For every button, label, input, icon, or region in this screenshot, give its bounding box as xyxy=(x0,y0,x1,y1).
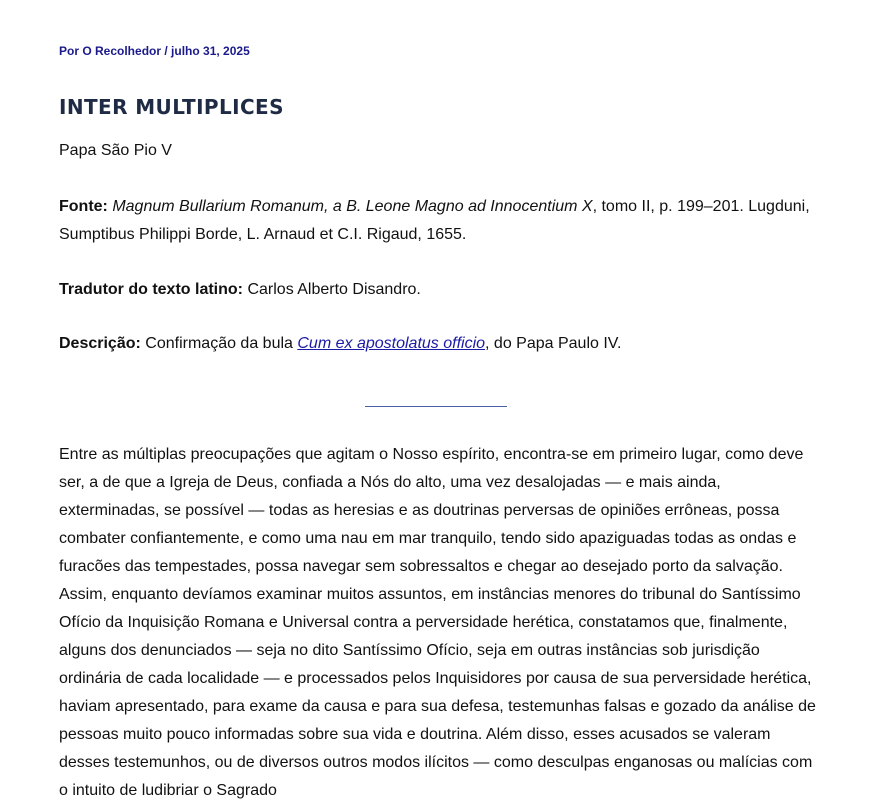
page-title: INTER MULTIPLICES xyxy=(59,95,284,119)
translator-label: Tradutor do texto latino: xyxy=(59,281,243,298)
description-paragraph xyxy=(59,330,819,358)
author-link[interactable]: Por O Recolhedor xyxy=(59,44,162,58)
description-label: Descrição: xyxy=(59,335,141,352)
date-link[interactable]: julho 31, 2025 xyxy=(171,44,250,58)
source-label: Fonte: xyxy=(59,198,108,215)
source-paragraph xyxy=(59,193,819,249)
translator-paragraph xyxy=(59,276,819,304)
body-paragraph: Entre as múltiplas preocupações que agitam o Nosso espírito, encontra-se em primeiro lugar, como deve ser, a de que a Igreja de Deus, confiada a Nós do alto, uma vez desalojadas — e mais ainda, exterminadas, se possível — todas as heresias e as doutrinas perversas de opiniões errôneas, possa combater confiantemente, e como uma nau em mar tranquilo, tendo sido apaziguadas todas as ondas e furacões das tempestades, possa navegar sem sobressaltos e chegar ao desejado porto da salvação. Assim, enquanto devíamos examinar muitos assuntos, em instâncias menores do tribunal do Santíssimo Ofício da Inquisição Romana e Universal contra a perversidade herética, constatamos que, finalmente, alguns dos denunciados — seja no dito Santíssimo Ofício, seja em outras instâncias sob jurisdição ordinária de cada localidade — e processados pelos Inquisidores por causa de sua perversidade herética, haviam apresentado, para exame da causa e para sua defesa, testemunhas falsas e gozado da análise de pessoas muito pouco informadas sobre sua vida e doutrina. Além disso, esses acusados se valeram desses testemunhos, ou de diversos outros modos ilícitos — como desculpas enganosas ou malícias com o intuito de ludibriar o Sagrado xyxy=(59,446,816,799)
source-work: Magnum Bullarium Romanum, a B. Leone Magno ad Innocentium X xyxy=(112,198,593,215)
pope-name: Papa São Pio V xyxy=(59,142,172,159)
source-details: , tomo II, p. 199–201. Lugduni, Sumptibus Philippi Borde, L. Arnaud et C.I. Rigaud, 1655. xyxy=(59,198,810,243)
translator-name: Carlos Alberto Disandro. xyxy=(247,281,421,298)
byline-separator: / xyxy=(161,44,172,58)
description-after: , do Papa Paulo IV. xyxy=(485,335,622,352)
bull-link[interactable]: Cum ex apostolatus officio xyxy=(297,335,486,352)
byline xyxy=(59,44,250,58)
description-before: Confirmação da bula xyxy=(145,335,298,352)
section-divider xyxy=(365,406,507,407)
